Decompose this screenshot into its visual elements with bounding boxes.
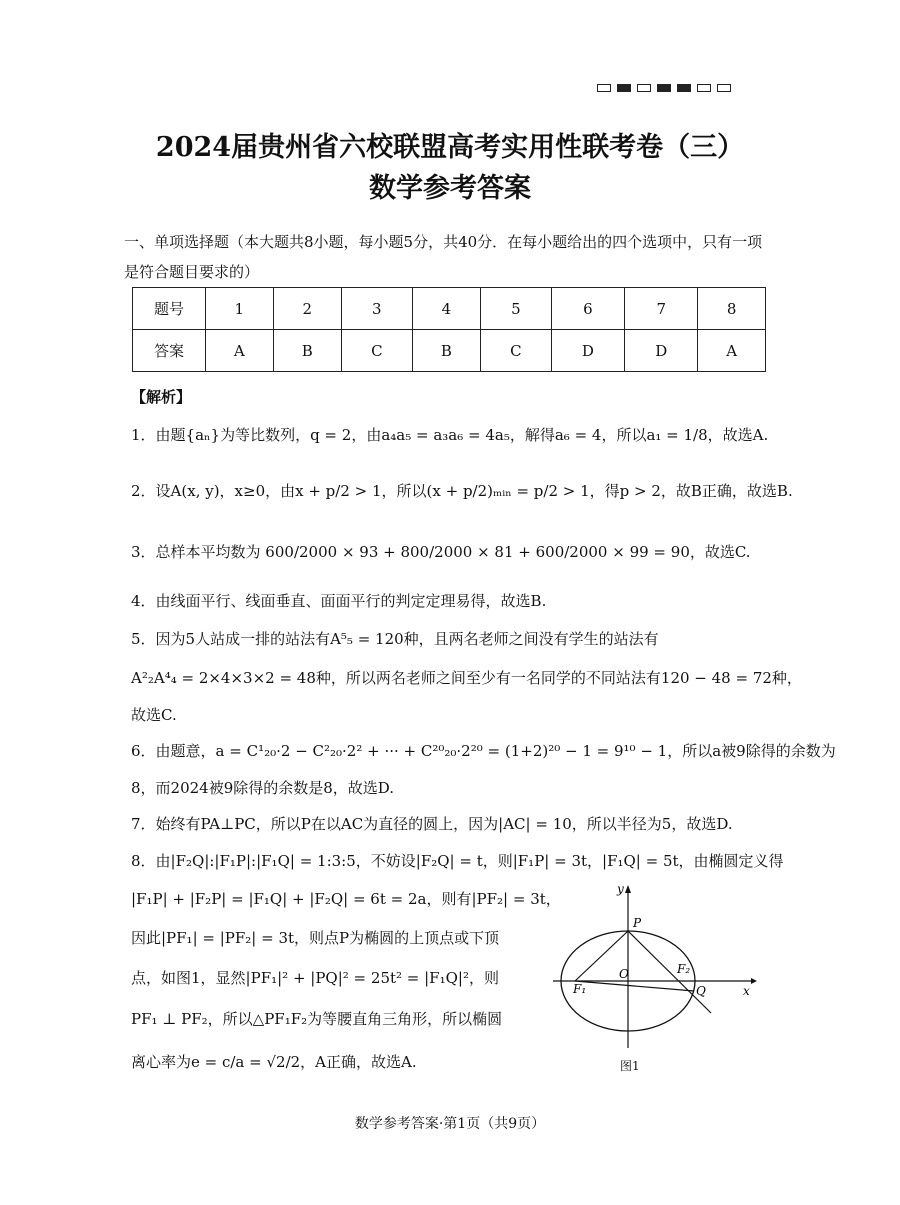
table-cell: 答案 bbox=[133, 330, 206, 372]
exam-subtitle: 数学参考答案 bbox=[369, 173, 531, 204]
label-y: y bbox=[617, 883, 624, 896]
section1-heading: 一、单项选择题（本大题共8小题，每小题5分，共40分．在每小题给出的四个选项中，只有一项是符合题目要求的） bbox=[124, 233, 763, 281]
label-o: O bbox=[619, 967, 629, 981]
mark-box bbox=[597, 84, 611, 92]
table-cell: 5 bbox=[481, 288, 552, 330]
table-cell: 8 bbox=[698, 288, 766, 330]
solution-5-line2: A²₂A⁴₄ = 2×4×3×2 = 48种，所以两名老师之间至少有一名同学的不同站法有120 − 48 = 72种， bbox=[131, 669, 802, 687]
table-cell: D bbox=[625, 330, 698, 372]
solution-4: 4．由线面平行、线面垂直、面面平行的判定定理易得，故选B. bbox=[131, 592, 547, 610]
solution-8-line3: 因此|PF₁| = |PF₂| = 3t，则点P为椭圆的上顶点或下顶 bbox=[131, 929, 500, 947]
table-cell: A bbox=[698, 330, 766, 372]
solution-8-line5: PF₁ ⊥ PF₂，所以△PF₁F₂为等腰直角三角形，所以椭圆 bbox=[131, 1010, 503, 1028]
table-cell: 题号 bbox=[133, 288, 206, 330]
solution-8-line4: 点，如图1，显然|PF₁|² + |PQ|² = 25t² = |F₁Q|²，则 bbox=[131, 969, 499, 987]
label-p: P bbox=[633, 916, 642, 930]
mark-box bbox=[637, 84, 651, 92]
table-cell: 7 bbox=[625, 288, 698, 330]
x-axis-arrow bbox=[751, 978, 757, 984]
table-cell: 2 bbox=[273, 288, 341, 330]
mark-box bbox=[617, 84, 631, 92]
label-x: x bbox=[743, 984, 750, 998]
mark-box bbox=[657, 84, 671, 92]
mark-box bbox=[717, 84, 731, 92]
line-pq bbox=[628, 931, 711, 1013]
solution-2: 2．设A(x, y)，x≥0，由x + p/2 > 1，所以(x + p/2)ₘᵢₙ = p/2 > 1，得p > 2，故B正确，故选B. bbox=[131, 482, 793, 500]
mark-box bbox=[697, 84, 711, 92]
label-f2: F₂ bbox=[677, 962, 691, 976]
solution-1: 1．由题{aₙ}为等比数列，q = 2，由a₄a₅ = a₃a₆ = 4a₅，解得a₆ = 4，所以a₁ = 1/8，故选A. bbox=[131, 426, 769, 444]
table-cell: 3 bbox=[341, 288, 412, 330]
table-cell: C bbox=[481, 330, 552, 372]
header-marks bbox=[597, 84, 731, 92]
table-cell: B bbox=[412, 330, 480, 372]
table-row bbox=[133, 330, 766, 372]
solution-6-line1: 6．由题意，a = C¹₂₀·2 − C²₂₀·2² + ··· + C²⁰₂₀·2²⁰ = (1+2)²⁰ − 1 = 9¹⁰ − 1，所以a被9除得的余数为 bbox=[131, 742, 836, 760]
exam-title: 2024届贵州省六校联盟高考实用性联考卷（三） bbox=[155, 132, 745, 163]
answer-table bbox=[132, 287, 766, 372]
page-footer: 数学参考答案·第1页（共9页） bbox=[354, 1116, 546, 1132]
solution-5-line3: 故选C. bbox=[131, 706, 177, 724]
solution-8-line6: 离心率为e = c/a = √2/2，A正确，故选A. bbox=[131, 1053, 417, 1071]
solution-3: 3．总样本平均数为 600/2000 × 93 + 800/2000 × 81 + 600/2000 × 99 = 90，故选C. bbox=[131, 543, 751, 561]
solution-5-line1: 5．因为5人站成一排的站法有A⁵₅ = 120种，且两名老师之间没有学生的站法有 bbox=[131, 630, 659, 648]
table-cell: 4 bbox=[412, 288, 480, 330]
solution-7: 7．始终有PA⊥PC，所以P在以AC为直径的圆上，因为|AC| = 10，所以半径为5，故选D. bbox=[131, 815, 733, 833]
analysis-label: 【解析】 bbox=[131, 388, 192, 406]
segment-f1q bbox=[575, 981, 694, 991]
table-cell: A bbox=[206, 330, 274, 372]
label-q: Q bbox=[696, 984, 706, 998]
label-f1: F₁ bbox=[573, 982, 587, 996]
table-cell: B bbox=[273, 330, 341, 372]
ellipse-figure bbox=[553, 883, 758, 1048]
table-cell: D bbox=[551, 330, 624, 372]
solution-8-line2: |F₁P| + |F₂P| = |F₁Q| + |F₂Q| = 6t = 2a，则有|PF₂| = 3t， bbox=[131, 890, 561, 908]
mark-box bbox=[677, 84, 691, 92]
table-cell: 6 bbox=[551, 288, 624, 330]
table-row bbox=[133, 288, 766, 330]
solution-6-line2: 8，而2024被9除得的余数是8，故选D. bbox=[131, 779, 395, 797]
y-axis-arrow bbox=[625, 885, 631, 893]
figure-caption: 图1 bbox=[620, 1059, 640, 1073]
table-cell: C bbox=[341, 330, 412, 372]
table-cell: 1 bbox=[206, 288, 274, 330]
solution-8-line1: 8．由|F₂Q|:|F₁P|:|F₁Q| = 1:3:5，不妨设|F₂Q| = t，则|F₁P| = 3t，|F₁Q| = 5t，由椭圆定义得 bbox=[131, 852, 784, 870]
